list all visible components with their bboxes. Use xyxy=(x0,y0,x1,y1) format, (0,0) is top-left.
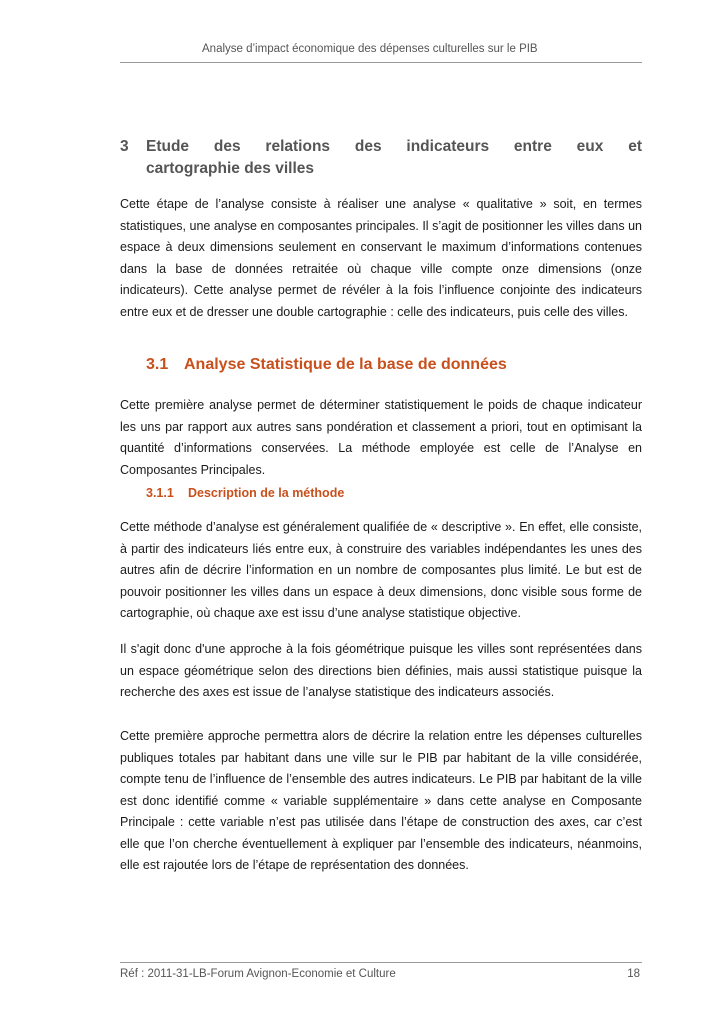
page-header xyxy=(120,40,642,63)
paragraph-acp: Cette première analyse permet de déterminer statistiquement le poids de chaque indicateur les uns par rapport aux autres sans pondération et classement a priori, tout en optimisant la quantité d’informations conservées. La méthode employée est celle de l’Analyse en Composantes Principales. xyxy=(120,398,642,477)
subsection-number: 3.1 xyxy=(146,356,169,373)
page-footer xyxy=(120,962,642,981)
paragraph-method: Cette méthode d’analyse est généralement qualifiée de « descriptive ». En effet, elle consiste, à partir des indicateurs liés entre eux, à construire des variables indépendantes les unes des autres afin de décrire l’information en un nombre de composantes plus limité. Le but est de pouvoir positionner les villes dans un espace à deux dimensions, donc visible sous forme de cartographie, où chaque axe est issu d’une analyse statistique objective. xyxy=(120,520,642,620)
paragraph-geometric: Il s'agit donc d'une approche à la fois géométrique puisque les villes sont représentées dans un espace géométrique selon des directions bien définies, mais aussi statistique puisque la recherche des axes est issue de l’analyse statistique des indicateurs associés. xyxy=(120,642,642,699)
header-title: Analyse d’impact économique des dépenses culturelles sur le PIB xyxy=(202,43,538,55)
section-title-line2: cartographie des villes xyxy=(146,160,314,177)
subsubsection-title: Description de la méthode xyxy=(188,486,345,500)
subsubsection-heading xyxy=(146,486,344,500)
page-number: 18 xyxy=(627,968,640,980)
subsubsection-number: 3.1.1 xyxy=(146,486,174,500)
footer-reference: Réf : 2011-31-LB-Forum Avignon-Economie et Culture xyxy=(120,968,396,980)
paragraph-intro: Cette étape de l’analyse consiste à réaliser une analyse « qualitative » soit, en termes statistiques, une analyse en composantes principales. Il s’agit de positionner les villes dans un espace à deux dimensions seulement en conservant le maximum d’informations contenues dans la base de données retraitée où chaque ville compte onze dimensions (onze indicateurs). Cette analyse permet de révéler à la fois l’influence conjointe des indicateurs entre eux et de dresser une double cartographie : celle des indicateurs, puis celle des villes. xyxy=(120,197,642,319)
section-heading xyxy=(120,136,642,180)
section-title-line1: Etude des relations des indicateurs entre eux et xyxy=(146,138,642,155)
paragraph-approach: Cette première approche permettra alors de décrire la relation entre les dépenses culturelles publiques totales par habitant dans une ville sur le PIB par habitant de la ville considérée, compte tenu de l’influence de l’ensemble des autres indicateurs. Le PIB par habitant de la ville est donc identifié comme « variable supplémentaire » dans cette analyse en Composante Principale : cette variable n’est pas utilisée dans l’étape de construction des axes, car c’est elle que l’on cherche éventuellement à expliquer par l’ensemble des indicateurs, néanmoins, elle est rajoutée lors de l’étape de représentation des données. xyxy=(120,729,642,872)
section-number: 3 xyxy=(120,138,129,155)
subsection-title: Analyse Statistique de la base de données xyxy=(184,356,507,373)
subsection-heading xyxy=(146,356,507,374)
